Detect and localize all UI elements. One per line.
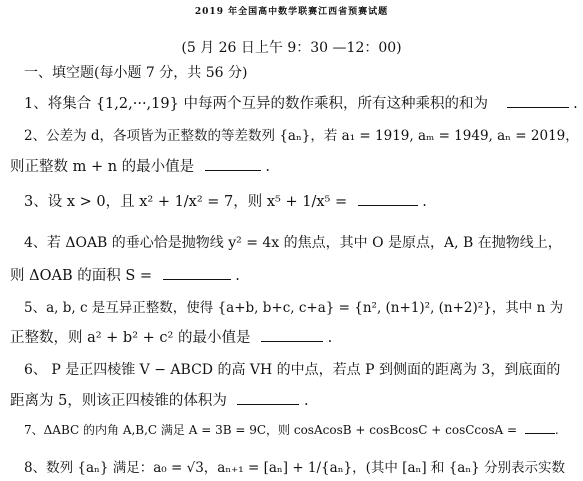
question-4-cont-text: 则 ΔOAB 的面积 S =: [10, 268, 153, 284]
question-5-cont-text: 正整数，则 a² + b² + c² 的最小值是: [10, 330, 251, 346]
question-5-cont: 正整数，则 a² + b² + c² 的最小值是 .: [10, 330, 333, 346]
question-7-text: 7、ΔABC 的内角 A,B,C 满足 A = 3B = 9C，则 cosAcosB + cosBcosC + cosCcosA =: [24, 423, 518, 437]
question-2-text: 2、公差为 d，各项皆为正整数的等差数列 {aₙ}，若 a₁ = 1919, aₘ = 1949, aₙ = 2019，: [24, 128, 579, 144]
question-6-cont-text: 距离为 5，则该正四棱锥的体积为: [10, 393, 227, 409]
page-title: 2019 年全国高中数学联赛江西省预赛试题: [194, 7, 389, 17]
question-4-text: 4、若 ΔOAB 的垂心恰是抛物线 y² = 4x 的焦点，其中 O 是原点，A, B 在抛物线上，: [24, 235, 562, 251]
question-1-text: 1、将集合 {1,2,···,19} 中每两个互异的数作乘积，所有这种乘积的和为: [24, 96, 488, 112]
question-5: [24, 296, 563, 316]
question-8-text: 8、数列 {aₙ} 满足：a₀ = √3，aₙ₊₁ = [aₙ] + 1/{aₙ}，(其中 [aₙ] 和 {aₙ} 分别表示实数: [24, 460, 566, 476]
question-6-text: 6、 P 是正四棱锥 V − ABCD 的高 VH 的中点，若点 P 到侧面的距离为 3，到底面的: [24, 362, 561, 378]
answer-blank: [261, 329, 323, 342]
question-7: 7、ΔABC 的内角 A,B,C 满足 A = 3B = 9C，则 cosAcosB + cosBcosC + cosCcosA = .: [24, 423, 559, 437]
question-2-cont-text: 则正整数 m + n 的最小值是: [10, 159, 195, 175]
question-3: 3、设 x > 0，且 x² + 1/x² = 7，则 x⁵ + 1/x⁵ = .: [24, 194, 427, 210]
question-4-cont: 则 ΔOAB 的面积 S = .: [10, 268, 240, 284]
answer-blank: [163, 267, 231, 280]
question-2-cont: 则正整数 m + n 的最小值是 .: [10, 159, 271, 175]
question-5-text: 5、a, b, c 是互异正整数，使得 {a+b, b+c, c+a} = {n², (n+1)², (n+2)²}，其中 n 为: [24, 300, 564, 316]
question-3-text: 3、设 x > 0，且 x² + 1/x² = 7，则 x⁵ + 1/x⁵ =: [24, 194, 348, 210]
answer-blank: [205, 158, 261, 171]
answer-blank: [525, 421, 555, 434]
question-6-cont: 距离为 5，则该正四棱锥的体积为 .: [10, 393, 309, 409]
answer-blank: [507, 95, 569, 108]
question-8: [24, 456, 565, 476]
section-heading: 一、填空题(每小题 7 分，共 56 分): [24, 65, 248, 81]
question-1: 1、将集合 {1,2,···,19} 中每两个互异的数作乘积，所有这种乘积的和为 .: [24, 96, 578, 112]
question-2: [24, 124, 579, 144]
question-6: [24, 359, 560, 379]
question-4: [24, 232, 562, 252]
answer-blank: [358, 193, 418, 206]
answer-blank: [237, 392, 299, 405]
exam-time: (5 月 26 日上午 9：30 —12：00): [181, 40, 402, 56]
